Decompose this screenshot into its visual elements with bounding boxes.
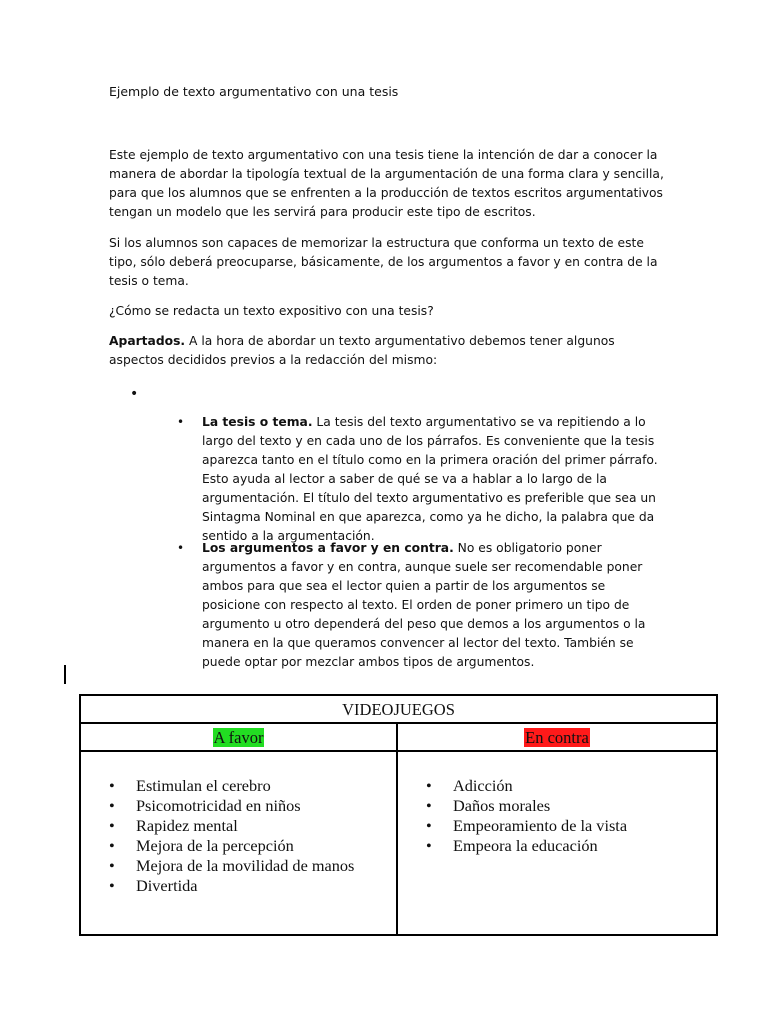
intro-paragraph: Este ejemplo de texto argumentativo con una tesis tiene la intención de dar a conocer la manera de abordar la tipología textual de la argumentación de una forma clara y sencilla, para que los alumnos que se enfrenten a la producción de textos escritos argumentativos tengan un modelo que les servirá para producir este tipo de escritos. bbox=[109, 148, 664, 219]
favor-label: A favor bbox=[213, 728, 264, 747]
bullet-tesis bbox=[177, 413, 662, 546]
column-divider bbox=[396, 752, 398, 934]
text-cursor bbox=[64, 665, 66, 684]
bullet-argumentos-label: Los argumentos a favor y en contra. bbox=[202, 541, 454, 555]
contra-header bbox=[398, 724, 716, 752]
apartados-text: A la hora de abordar un texto argumentativo debemos tener algunos aspectos decididos previos a la redacción del mismo: bbox=[109, 334, 615, 367]
list-item: • Psicomotricidad en niños bbox=[109, 796, 354, 816]
list-item: • Adicción bbox=[426, 776, 627, 796]
bullet-tesis-text: La tesis del texto argumentativo se va repitiendo a lo largo del texto y en cada uno de los párrafos. Es conveniente que la tesis aparezca tanto en el título como en la primera oración del primer párrafo. Esto ayuda al lector a saber de qué se va a hablar a lo largo de la argumentación. El título del texto argumentativo es preferible que sea un Sintagma Nominal en que aparezca, como ya he dicho, la palabra que da sentido a la argumentación. bbox=[202, 415, 658, 543]
bullet-argumentos-text: No es obligatorio poner argumentos a favor y en contra, aunque suele ser recomendable poner ambos para que sea el lector quien a partir de los argumentos se posicione con respecto al texto. El orden de poner primero un tipo de argumento u otro dependerá del peso que demos a los argumentos o la manera en la que queramos convencer al lector del texto. También se puede optar por mezclar ambos tipos de argumentos. bbox=[202, 541, 646, 669]
bullet-tesis-label: La tesis o tema. bbox=[202, 415, 313, 429]
document-title: Ejemplo de texto argumentativo con una tesis bbox=[109, 84, 399, 99]
list-item: • Rapidez mental bbox=[109, 816, 354, 836]
favor-list bbox=[109, 776, 354, 896]
empty-bullet-icon: • bbox=[130, 386, 139, 402]
question-heading: ¿Cómo se redacta un texto expositivo con una tesis? bbox=[109, 304, 434, 318]
apartados-paragraph bbox=[109, 332, 669, 370]
list-item: • Mejora de la percepción bbox=[109, 836, 354, 856]
apartados-label: Apartados. bbox=[109, 334, 186, 348]
contra-list bbox=[426, 776, 627, 856]
favor-header bbox=[81, 724, 398, 752]
list-item: • Empeora la educación bbox=[426, 836, 627, 856]
list-item: • Empeoramiento de la vista bbox=[426, 816, 627, 836]
table-title: VIDEOJUEGOS bbox=[81, 696, 716, 724]
list-item: • Mejora de la movilidad de manos bbox=[109, 856, 354, 876]
list-item: • Estimulan el cerebro bbox=[109, 776, 354, 796]
contra-label: En contra bbox=[525, 728, 589, 747]
bullet-icon: • bbox=[177, 415, 185, 429]
bullet-argumentos bbox=[177, 539, 662, 672]
videojuegos-table bbox=[79, 694, 718, 936]
second-paragraph: Si los alumnos son capaces de memorizar la estructura que conforma un texto de este tipo, sólo deberá preocuparse, básicamente, de los argumentos a favor y en contra de la tesis o tema. bbox=[109, 236, 658, 288]
list-item: • Divertida bbox=[109, 876, 354, 896]
list-item: • Daños morales bbox=[426, 796, 627, 816]
bullet-icon: • bbox=[177, 541, 185, 555]
